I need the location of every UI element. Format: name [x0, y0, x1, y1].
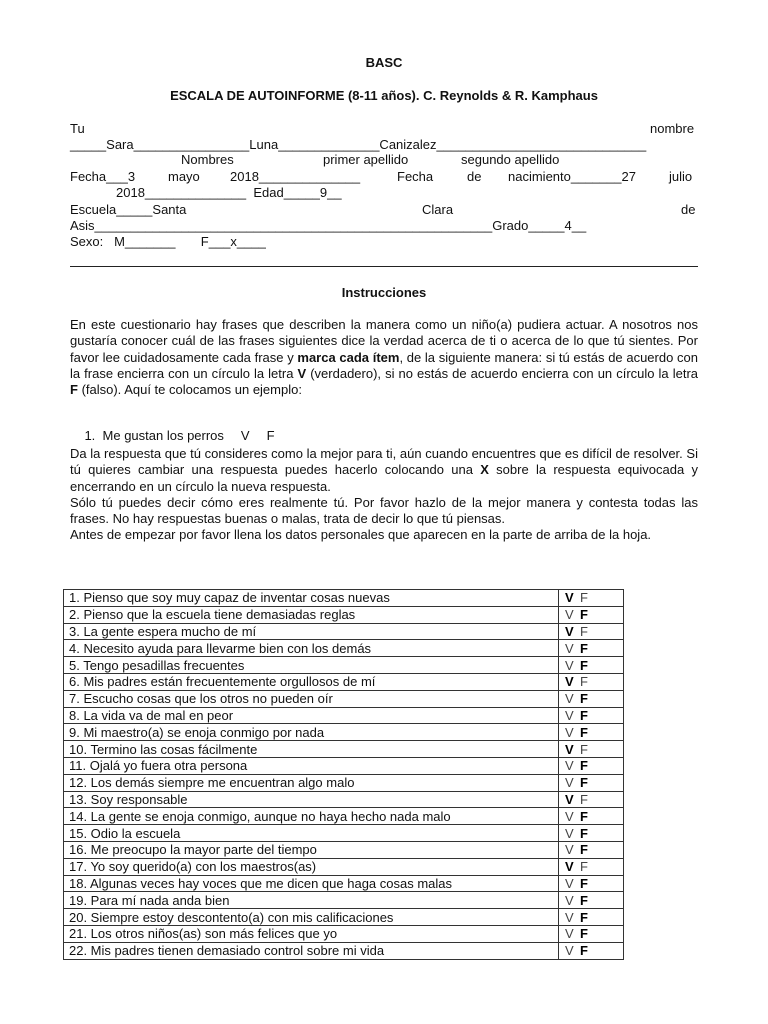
answer-f-option[interactable]: F: [580, 691, 588, 707]
table-row: [64, 757, 624, 774]
item-text: 22. Mis padres tienen demasiado control sobre mi vida: [64, 942, 559, 959]
item-text: 15. Odio la escuela: [64, 825, 559, 842]
item-answer-cell: [559, 841, 624, 858]
fecha-nac-label: Fecha: [397, 169, 434, 184]
table-row: [64, 808, 624, 825]
instructions-paragraph-3: Sólo tú puedes decir cómo eres realmente tú. Por favor hazlo de la mejor manera y contesta todas las frases. No hay respuestas buenas o malas, trata de decir lo que tú piensas.: [70, 494, 698, 527]
answer-v-option[interactable]: V: [565, 842, 574, 858]
document-subtitle: ESCALA DE AUTOINFORME (8-11 años). C. Reynolds & R. Kamphaus: [170, 88, 598, 103]
table-row: [64, 774, 624, 791]
item-text: 5. Tengo pesadillas frecuentes: [64, 657, 559, 674]
table-row: [64, 858, 624, 875]
item-text: 10. Termino las cosas fácilmente: [64, 741, 559, 758]
answer-v-option[interactable]: V: [565, 758, 574, 774]
item-answer-cell: [559, 791, 624, 808]
name-label: Tu: [70, 121, 85, 136]
item-answer-cell: [559, 640, 624, 657]
item-answer-cell: [559, 774, 624, 791]
item-text: 11. Ojalá yo fuera otra persona: [64, 757, 559, 774]
instructions-paragraph-2: Da la respuesta que tú consideres como la mejor para ti, aún cuando encuentres que es difícil de resolver. Si tú quieres cambiar una respuesta puedes hacerlo colocando una X sobre la respuesta equivocada y encerrando en un círculo la nueva respuesta. Sólo tú puedes decir cómo eres realmente tú. Por favor hazlo de la mejor manera y contesta todas las frases. No hay respuestas buenas o malas, trata de decir lo que tú piensas. Antes de empezar por favor llena los datos personales que aparecen en la parte de arriba de la hoja.: [70, 446, 698, 543]
answer-f-option[interactable]: F: [580, 926, 588, 942]
item-answer-cell: [559, 925, 624, 942]
item-text: 19. Para mí nada anda bien: [64, 892, 559, 909]
item-answer-cell: [559, 690, 624, 707]
answer-f-option[interactable]: F: [580, 623, 588, 639]
table-row: [64, 590, 624, 607]
table-row: [64, 841, 624, 858]
item-text: 9. Mi maestro(a) se enoja conmigo por nada: [64, 724, 559, 741]
table-row: [64, 606, 624, 623]
instructions-heading: Instrucciones: [341, 285, 427, 300]
answer-f-option[interactable]: F: [580, 842, 588, 858]
table-row: [64, 875, 624, 892]
answer-f-option[interactable]: F: [580, 791, 588, 807]
answer-f-option[interactable]: F: [580, 775, 588, 791]
item-text: 7. Escucho cosas que los otros no pueden oír: [64, 690, 559, 707]
table-row: [64, 623, 624, 640]
item-answer-cell: [559, 892, 624, 909]
item-answer-cell: [559, 757, 624, 774]
answer-f-option[interactable]: F: [580, 607, 588, 623]
table-row: [64, 640, 624, 657]
item-answer-cell: [559, 606, 624, 623]
separator-line: [70, 266, 698, 267]
name-label-right: nombre: [650, 121, 695, 136]
item-answer-cell: [559, 808, 624, 825]
answer-f-option[interactable]: F: [580, 859, 588, 875]
table-row: [64, 909, 624, 926]
answer-v-option[interactable]: V: [565, 825, 574, 841]
answer-v-option[interactable]: V: [565, 724, 574, 740]
answer-v-option[interactable]: V: [565, 775, 574, 791]
item-text: 21. Los otros niños(as) son más felices que yo: [64, 925, 559, 942]
answer-v-option[interactable]: V: [565, 892, 574, 908]
item-answer-cell: [559, 657, 624, 674]
example-v-option: V: [240, 428, 250, 443]
fecha-nac-de: de: [467, 169, 482, 184]
answer-v-option[interactable]: V: [565, 791, 574, 807]
table-row: [64, 942, 624, 959]
answer-v-option[interactable]: V: [565, 859, 574, 875]
fecha-month: mayo: [168, 169, 200, 184]
table-row: [64, 741, 624, 758]
answer-v-option[interactable]: V: [565, 943, 574, 959]
answer-v-option[interactable]: V: [565, 674, 574, 690]
item-text: 8. La vida va de mal en peor: [64, 707, 559, 724]
answer-v-option[interactable]: V: [565, 808, 574, 824]
answer-f-option[interactable]: F: [580, 590, 588, 606]
item-answer-cell: [559, 623, 624, 640]
table-row: [64, 673, 624, 690]
escuela-word: Clara: [422, 202, 454, 217]
answer-f-option[interactable]: F: [580, 943, 588, 959]
fecha-year: 2018______________: [230, 169, 361, 184]
example-f-option: F: [266, 428, 275, 443]
escuela-field: Escuela_____Santa: [70, 202, 187, 217]
answer-f-option[interactable]: F: [580, 825, 588, 841]
answer-f-option[interactable]: F: [580, 909, 588, 925]
item-text: 2. Pienso que la escuela tiene demasiadas reglas: [64, 606, 559, 623]
answer-v-option[interactable]: V: [565, 607, 574, 623]
item-text: 3. La gente espera mucho de mí: [64, 623, 559, 640]
answer-v-option[interactable]: V: [565, 640, 574, 656]
instructions-paragraph-1: En este cuestionario hay frases que describen la manera como un niño(a) pudiera actuar. A nosotros nos gustaría conocer cuál de las frases siguientes dice la verdad acerca de ti o acerca de lo que tú sientes. Por favor lee cuidadosamente cada frase y marca cada ítem, de la siguiente manera: si tú estás de acuerdo con la frase encierra con un círculo la letra V (verdadero), si no estás de acuerdo encierra con un círculo la letra F (falso). Aquí te colocamos un ejemplo:: [70, 317, 699, 398]
item-answer-cell: [559, 724, 624, 741]
answer-f-option[interactable]: F: [580, 741, 588, 757]
answer-f-option[interactable]: F: [580, 657, 588, 673]
fecha-field: Fecha___3: [70, 169, 136, 184]
item-text: 14. La gente se enoja conmigo, aunque no haya hecho nada malo: [64, 808, 559, 825]
item-text: 20. Siempre estoy descontento(a) con mis calificaciones: [64, 909, 559, 926]
item-text: 1. Pienso que soy muy capaz de inventar cosas nuevas: [64, 590, 559, 607]
item-answer-cell: [559, 673, 624, 690]
item-answer-cell: [559, 909, 624, 926]
asis-grado-field: Asis_______________________________________________________Grado_____4__: [70, 218, 587, 233]
instructions-paragraph-4: Antes de empezar por favor llena los datos personales que aparecen en la parte de arriba de la hoja.: [70, 527, 652, 543]
item-answer-cell: [559, 741, 624, 758]
answer-v-option[interactable]: V: [565, 741, 574, 757]
item-answer-cell: [559, 875, 624, 892]
answer-v-option[interactable]: V: [565, 657, 574, 673]
item-answer-cell: [559, 942, 624, 959]
answer-v-option[interactable]: V: [565, 590, 574, 606]
table-row: [64, 724, 624, 741]
answer-v-option[interactable]: V: [565, 875, 574, 891]
answer-f-option[interactable]: F: [580, 758, 588, 774]
answer-f-option[interactable]: F: [580, 674, 588, 690]
table-row: [64, 707, 624, 724]
sub-label-primer-apellido: primer apellido: [323, 152, 409, 167]
sexo-field: Sexo: M_______ F___x____: [70, 234, 266, 249]
item-answer-cell: [559, 825, 624, 842]
answer-f-option[interactable]: F: [580, 808, 588, 824]
answer-f-option[interactable]: F: [580, 875, 588, 891]
item-text: 16. Me preocupo la mayor parte del tiempo: [64, 841, 559, 858]
edad-field: 2018______________ Edad_____9__: [116, 185, 342, 200]
table-row: [64, 791, 624, 808]
table-row: [64, 690, 624, 707]
item-text: 12. Los demás siempre me encuentran algo malo: [64, 774, 559, 791]
item-answer-cell: [559, 707, 624, 724]
fecha-nac-field: nacimiento_______27: [508, 169, 636, 184]
table-row: [64, 925, 624, 942]
table-row: [64, 825, 624, 842]
sub-label-nombres: Nombres: [181, 152, 234, 167]
escuela-de: de: [681, 202, 696, 217]
sub-label-segundo-apellido: segundo apellido: [461, 152, 560, 167]
item-text: 4. Necesito ayuda para llevarme bien con los demás: [64, 640, 559, 657]
answer-v-option[interactable]: V: [565, 909, 574, 925]
example-item: 1. Me gustan los perros V F: [84, 428, 275, 443]
table-row: [64, 657, 624, 674]
answer-f-option[interactable]: F: [580, 640, 588, 656]
table-row: [64, 892, 624, 909]
item-text: 18. Algunas veces hay voces que me dicen que haga cosas malas: [64, 875, 559, 892]
item-answer-cell: [559, 858, 624, 875]
fecha-nac-month: julio: [669, 169, 693, 184]
name-field: _____Sara________________Luna______________Canizalez_____________________________: [70, 137, 647, 152]
answer-v-option[interactable]: V: [565, 926, 574, 942]
item-text: 6. Mis padres están frecuentemente orgullosos de mí: [64, 673, 559, 690]
document-title: BASC: [365, 55, 403, 70]
answer-v-option[interactable]: V: [565, 707, 574, 723]
answer-f-option[interactable]: F: [580, 892, 588, 908]
item-text: 17. Yo soy querido(a) con los maestros(as): [64, 858, 559, 875]
items-table: [63, 589, 624, 960]
item-answer-cell: [559, 590, 624, 607]
answer-v-option[interactable]: V: [565, 691, 574, 707]
item-text: 13. Soy responsable: [64, 791, 559, 808]
answer-f-option[interactable]: F: [580, 724, 588, 740]
answer-f-option[interactable]: F: [580, 707, 588, 723]
answer-v-option[interactable]: V: [565, 623, 574, 639]
